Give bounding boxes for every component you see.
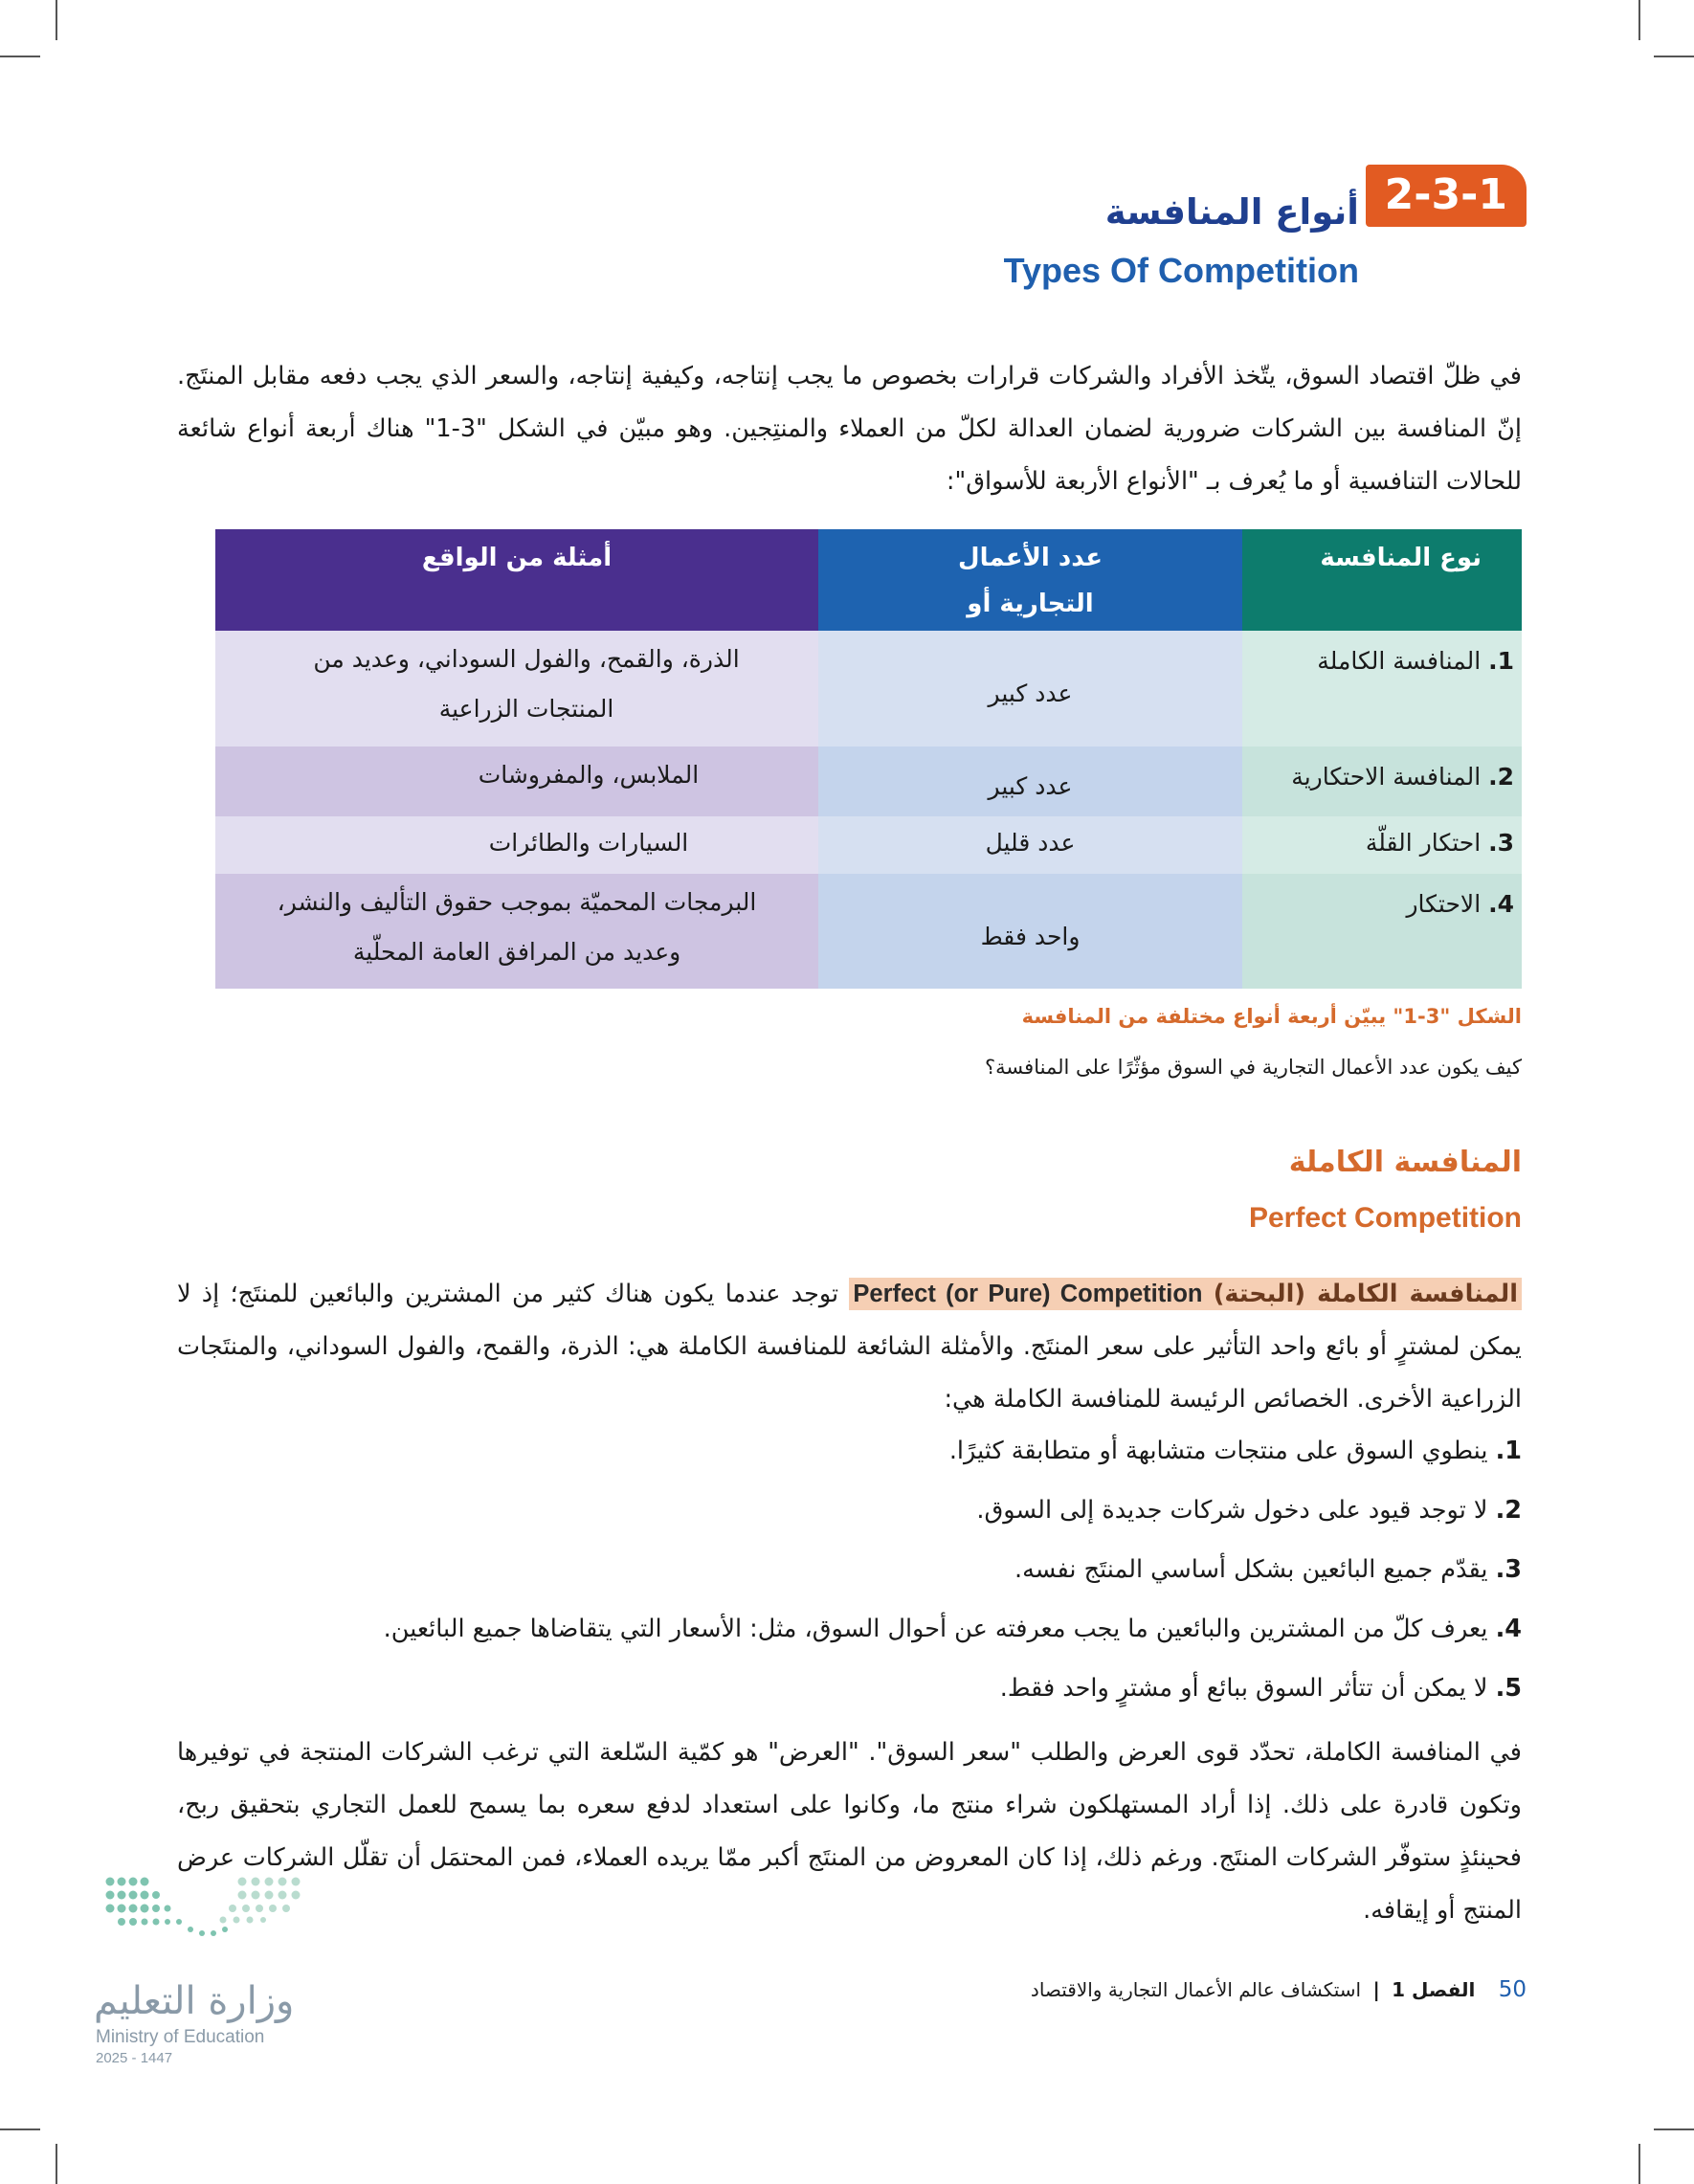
item-number: 5.: [1495, 1674, 1522, 1703]
figure-caption: الشكل "3-1" يبيّن أربعة أنواع مختلفة من المنافسة: [1021, 1005, 1522, 1028]
section-title-english: Types Of Competition: [1003, 251, 1359, 290]
competition-types-table: [215, 529, 1522, 989]
crop-mark: [56, 2144, 57, 2184]
key-term-english: Perfect (or Pure) Competition: [853, 1281, 1203, 1307]
logo-english-text: Ministry of Education: [96, 2027, 265, 2047]
table-row: [215, 631, 1522, 747]
closing-paragraph: في المنافسة الكاملة، تحدّد قوى العرض والطلب "سعر السوق". "العرض" هو كمّية السّلعة التي ترغب الشركات المنتجة في توفيرها وتكون قادرة على ذلك. إذا أراد المستهلكون شراء منتج ما، وكانوا على استعداد لدفع سعره بما يسمح للعمل التجاري بتحقيق ربح، فحينئذٍ ستوفّر الشركات المنتَج. ورغم ذلك، إذا كان المعروض من المنتَج أكبر ممّا يريده العملاء، فمن المحتمَل أن تقلّل الشركات عرض المنتج أو إيقافه.: [177, 1738, 1522, 1925]
cell-business-count: عدد كبير: [818, 631, 1242, 747]
table-row: [215, 747, 1522, 816]
footer-separator: |: [1372, 1978, 1380, 2001]
item-number: 3.: [1495, 1555, 1522, 1584]
table-row: [215, 816, 1522, 874]
cell-business-count: عدد كبير: [818, 747, 1242, 816]
ministry-logo: [94, 1874, 323, 2065]
page-number: 50: [1498, 1977, 1527, 2002]
crop-mark: [1654, 2128, 1694, 2130]
crop-mark: [56, 0, 57, 40]
table-row: [215, 874, 1522, 989]
cell-competition-type: [1242, 816, 1522, 874]
type-label: المنافسة الكاملة: [1317, 647, 1482, 675]
cell-examples: الملابس، والمفروشات: [215, 747, 818, 816]
chapter-title: استكشاف عالم الأعمال التجارية والاقتصاد: [1030, 1978, 1362, 2001]
subsection-title-english: Perfect Competition: [1248, 1202, 1522, 1234]
row-number: 2.: [1488, 763, 1514, 791]
figure-question: كيف يكون عدد الأعمال التجارية في السوق مؤثّرًا على المنافسة؟: [985, 1056, 1522, 1079]
key-term-highlight: [849, 1278, 1522, 1310]
item-number: 1.: [1495, 1437, 1522, 1465]
item-text: لا يمكن أن تتأثر السوق ببائع أو مشترٍ واحد فقط.: [999, 1674, 1488, 1703]
crop-mark: [0, 2128, 40, 2130]
logo-arabic-text: وزارة التعليم: [94, 1979, 295, 2023]
crop-mark: [1638, 0, 1640, 40]
item-number: 4.: [1495, 1615, 1522, 1643]
characteristics-list: [153, 1421, 1522, 1718]
list-item: [153, 1599, 1522, 1659]
definition-text: توجد عندما يكون هناك كثير من المشترين والبائعين للمنتَج؛ إذ لا يمكن لمشترٍ أو بائع واحد التأثير على سعر المنتَج. والأمثلة الشائعة للمنافسة الكاملة هي: الذرة، والقمح، والفول السوداني، والمنتَجات الزراعية الأخرى. الخصائص الرئيسة للمنافسة الكاملة هي:: [177, 1280, 1522, 1414]
definition-paragraph: [177, 1268, 1522, 1426]
header-competition-type: نوع المنافسة: [1242, 529, 1522, 631]
crop-mark: [0, 56, 40, 57]
intro-paragraph: في ظلّ اقتصاد السوق، يتّخذ الأفراد والشركات قرارات بخصوص ما يجب إنتاجه، وكيفية إنتاجه، والسعر الذي يجب دفعه مقابل المنتَج. إنّ المنافسة بين الشركات ضرورية لضمان العدالة لكلّ من العملاء والمنتِجين. وهو مبيّن في الشكل "3-1" هناك أربعة أنواع شائعة للحالات التنافسية أو ما يُعرف بـ "الأنواع الأربعة للأسواق":: [177, 362, 1522, 496]
item-text: ينطوي السوق على منتجات متشابهة أو متطابقة كثيرًا.: [948, 1437, 1488, 1465]
chapter-label: الفصل 1: [1392, 1978, 1476, 2001]
key-term-arabic: المنافسة الكاملة (البحتة): [1213, 1280, 1518, 1308]
type-label: الاحتكار: [1406, 890, 1482, 918]
list-item: [153, 1421, 1522, 1481]
page-footer: [1031, 1977, 1527, 2002]
item-text: يعرف كلّ من المشترين والبائعين ما يجب معرفته عن أحوال السوق، مثل: الأسعار التي يتقاضاها جميع البائعين.: [383, 1615, 1488, 1643]
crop-mark: [1638, 2144, 1640, 2184]
list-item: [153, 1659, 1522, 1718]
item-number: 2.: [1495, 1496, 1522, 1525]
cell-business-count: واحد فقط: [818, 874, 1242, 989]
item-text: لا توجد قيود على دخول شركات جديدة إلى السوق.: [976, 1496, 1488, 1525]
cell-examples: السيارات والطائرات: [215, 816, 818, 874]
list-item: [153, 1540, 1522, 1599]
item-text: يقدّم جميع البائعين بشكل أساسي المنتَج نفسه.: [1014, 1555, 1488, 1584]
crop-mark: [1654, 56, 1694, 57]
cell-competition-type: [1242, 874, 1522, 989]
cell-examples: الذرة، والقمح، والفول السوداني، وعديد من المنتجات الزراعية: [215, 631, 818, 747]
logo-dots-icon: [99, 1874, 319, 1970]
section-number-badge: 2-3-1: [1366, 165, 1527, 227]
subsection-title-arabic: المنافسة الكاملة: [1288, 1146, 1522, 1179]
type-label: المنافسة الاحتكارية: [1291, 763, 1482, 791]
row-number: 3.: [1488, 829, 1514, 857]
header-business-count: عدد الأعمال التجارية أو: [818, 529, 1242, 631]
section-title-arabic: أنواع المنافسة: [1104, 191, 1359, 233]
row-number: 1.: [1488, 647, 1514, 675]
section-heading: [665, 165, 1527, 299]
type-label: احتكار القلّة: [1365, 829, 1482, 857]
table-header-row: [215, 529, 1522, 631]
row-number: 4.: [1488, 890, 1514, 918]
cell-business-count: عدد قليل: [818, 816, 1242, 874]
list-item: [153, 1481, 1522, 1540]
logo-year: 2025 - 1447: [96, 2050, 173, 2066]
cell-competition-type: [1242, 747, 1522, 816]
header-real-examples: أمثلة من الواقع: [215, 529, 818, 631]
cell-competition-type: [1242, 631, 1522, 747]
cell-examples: البرمجات المحميّة بموجب حقوق التأليف والنشر، وعديد من المرافق العامة المحلّية: [215, 874, 818, 989]
